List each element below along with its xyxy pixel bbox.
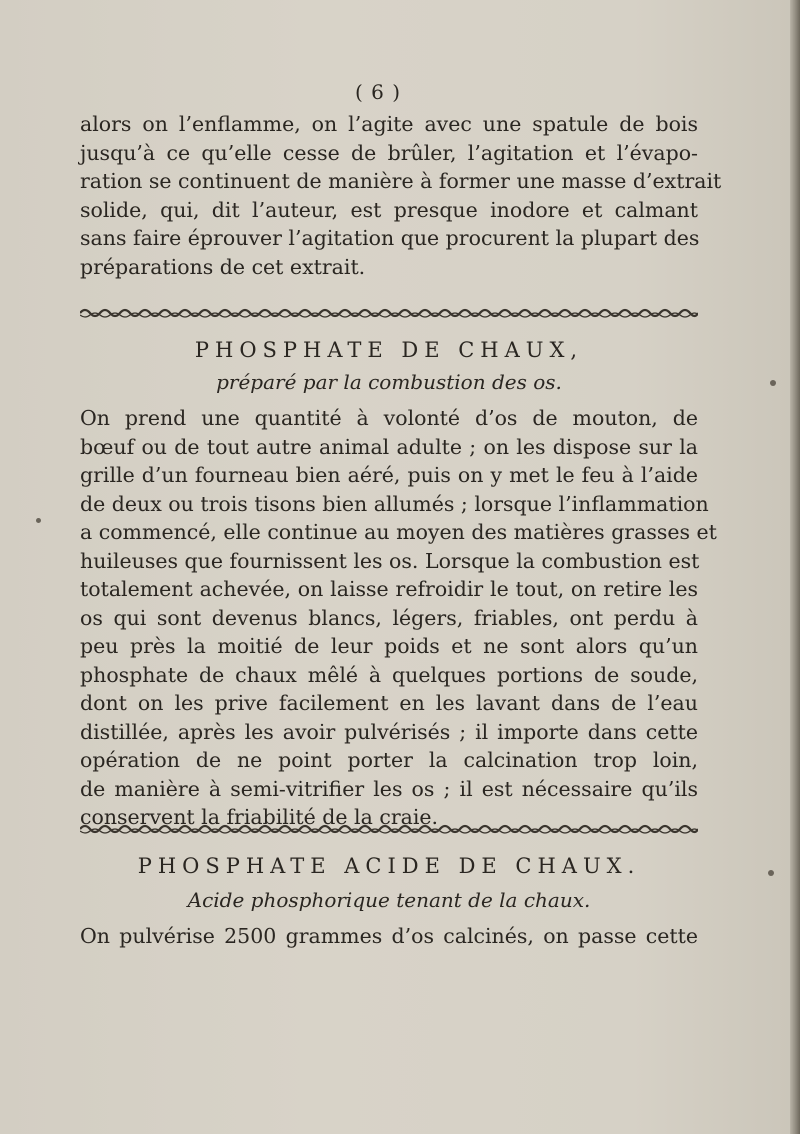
text-line: opération de ne point porter la calcination trop loin,: [80, 748, 698, 772]
text-line: peu près la moitié de leur poids et ne sont alors qu’un: [80, 634, 698, 658]
page-binding-edge: [790, 0, 800, 1134]
text-line: ration se continuent de manière à former une masse d’extrait: [80, 169, 722, 193]
text-line: grille d’un fourneau bien aéré, puis on y met le feu à l’aide: [80, 463, 698, 487]
text-line: totalement achevée, on laisse refroidir le tout, on retire les: [80, 577, 698, 601]
page-number: ( 6 ): [355, 80, 402, 104]
text-line: On prend une quantité à volonté d’os de mouton, de: [80, 406, 698, 430]
text-line: os qui sont devenus blancs, légers, friables, ont perdu à: [80, 605, 698, 630]
text-line: alors on l’enflamme, on l’agite avec une spatule de bois: [80, 112, 698, 136]
text-line: huileuses que fournissent les os. Lorsque la combustion est: [80, 548, 700, 573]
text-line: de manière à semi-vitrifier les os ; il est nécessaire qu’ils: [80, 776, 698, 801]
paragraph: [80, 922, 698, 951]
text-line: de deux ou trois tisons bien allumés ; lorsque l’inflammation: [80, 491, 709, 516]
section-body: [80, 404, 717, 832]
text-line: distillée, après les avoir pulvérisés ; il importe dans cette: [80, 719, 698, 744]
section-body: [80, 922, 698, 951]
paper-speck: [36, 518, 41, 523]
text-line: sans faire éprouver l’agitation que procurent la plupart des: [80, 226, 700, 250]
paper-speck: [770, 380, 776, 386]
text-line: a commencé, elle continue au moyen des matières grasses et: [80, 520, 717, 544]
text-line: phosphate de chaux mêlé à quelques portions de soude,: [80, 662, 698, 687]
text-line: bœuf ou de tout autre animal adulte ; on les dispose sur la: [80, 434, 698, 459]
paragraph-continuation: [80, 110, 722, 281]
section-heading: PHOSPHATE DE CHAUX,: [194, 338, 584, 362]
text-line: jusqu’à ce qu’elle cesse de brûler, l’agitation et l’évapo-: [80, 140, 698, 165]
section-heading: PHOSPHATE ACIDE DE CHAUX.: [137, 854, 641, 878]
text-line: solide, qui, dit l’auteur, est presque inodore et calmant: [80, 197, 698, 222]
paper-speck: [768, 870, 774, 876]
text-line: dont on les prive facilement en les lavant dans de l’eau: [80, 691, 698, 715]
ornamental-divider: [80, 306, 698, 320]
section-subheading: préparé par la combustion des os.: [216, 370, 562, 394]
text-line: On pulvérise 2500 grammes d’os calcinés, on passe cette: [80, 924, 698, 948]
text-line: conservent la friabilité de la craie.: [80, 805, 439, 829]
section-subheading: Acide phosphorique tenant de la chaux.: [187, 888, 591, 912]
ornamental-divider: [80, 822, 698, 836]
paragraph: [80, 110, 722, 281]
text-line: préparations de cet extrait.: [80, 254, 366, 279]
paragraph: [80, 404, 717, 832]
